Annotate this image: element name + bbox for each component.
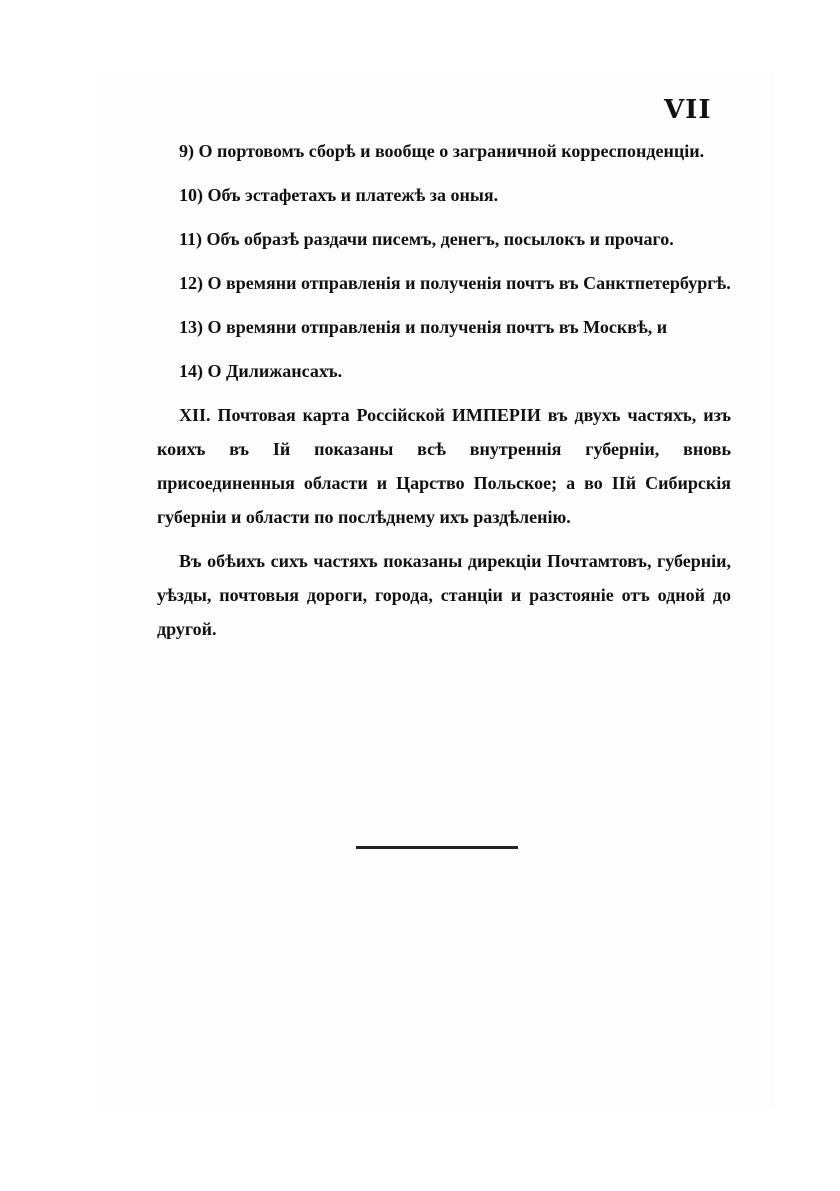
page-number: VII: [664, 95, 712, 125]
list-item: 11) Объ образѣ раздачи писемъ, денегъ, посылокъ и прочаго.: [179, 229, 674, 249]
section-divider: [356, 846, 518, 849]
list-item: 12) О времяни отправленія и полученія почтъ въ Санктпетербургѣ.: [179, 273, 731, 293]
list-item: 10) Объ эстафетахъ и платежѣ за оныя.: [179, 185, 499, 205]
list-item: 14) О Дилижансахъ.: [179, 361, 343, 381]
paragraph-map-contents: Въ обѣихъ сихъ частяхъ показаны дирекціи Почтамтовъ, губерніи, уѣзды, почтовыя дороги, города, станціи и разстояніе отъ одной до другой.: [157, 551, 731, 639]
list-item: 9) О портовомъ сборѣ и вообще о заграничной корреспонденціи.: [179, 141, 705, 161]
paragraph-postal-map: XII. Почтовая карта Россійской ИМПЕРІИ въ двухъ частяхъ, изъ коихъ въ Iй показаны всѣ внутреннія губерніи, вновь присоединенныя области и Царство Польское; а во IIй Сибирскія губерніи и области по послѣднему ихъ раздѣленію.: [157, 405, 731, 527]
body-text: [157, 134, 731, 656]
list-item: 13) О времяни отправленія и полученія почтъ въ Москвѣ, и: [179, 317, 668, 337]
